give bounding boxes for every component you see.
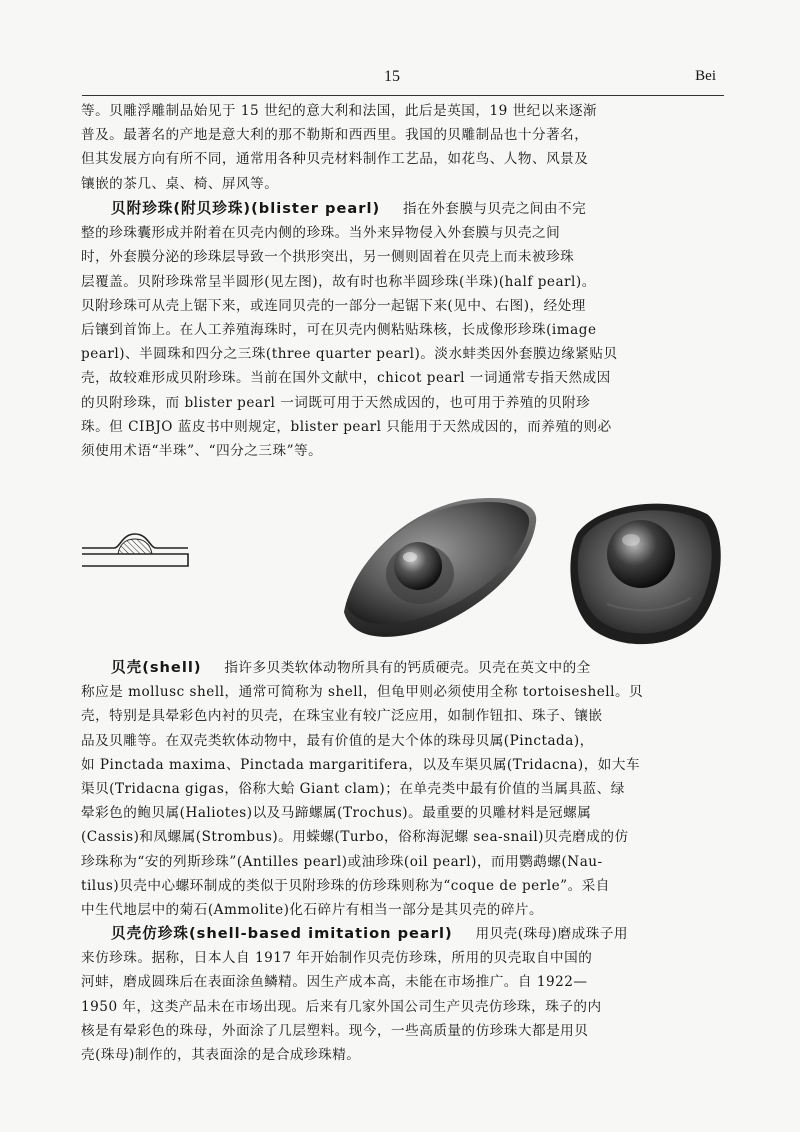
text-line: 贝附珍珠可从壳上锯下来，或连同贝壳的一部分一起锯下来(见中、右图)，经处理 [81, 297, 586, 314]
entry-first-line [81, 197, 725, 221]
paragraph-shell-carving-end [81, 99, 725, 196]
entry-shell [81, 656, 725, 922]
text-line: 晕彩色的鲍贝属(Haliotes)以及马蹄螺属(Trochus)。最重要的贝雕材料是冠螺属 [81, 805, 592, 822]
header-rule [82, 95, 724, 96]
text-line: 来仿珍珠。据称，日本人自 1917 年开始制作贝壳仿珍珠，所用的贝壳取自中国的 [81, 950, 593, 967]
text-line: 镶嵌的茶几、桌、椅、屏风等。 [81, 175, 279, 192]
blister-pearl-shell-photo-right [567, 494, 727, 652]
text-line: 但其发展方向有所不同，通常用各种贝壳材料制作工艺品，如花鸟、人物、风景及 [81, 151, 589, 168]
text-line: 的贝附珍珠，而 blister pearl 一词既可用于天然成因的，也可用于养殖的贝附珍 [81, 394, 591, 411]
text-line: 核是有晕彩色的珠母，外面涂了几层塑料。现今，一些高质量的仿珍珠大都是用贝 [81, 1022, 589, 1039]
text-line: 壳(珠母)制作的，其表面涂的是合成珍珠精。 [81, 1046, 361, 1063]
text-line: 品及贝雕等。在双壳类软体动物中，最有价值的是大个体的珠母贝属(Pinctada)， [81, 732, 594, 749]
entry-blister-pearl [81, 197, 725, 463]
text-line: 等。贝雕浮雕制品始见于 15 世纪的意大利和法国，此后是英国，19 世纪以来逐渐 [81, 103, 598, 119]
text-line: 中生代地层中的菊石(Ammolite)化石碎片有相当一部分是其贝壳的碎片。 [81, 901, 544, 918]
text-line: 普及。最著名的产地是意大利的那不勒斯和西西里。我国的贝雕制品也十分著名， [81, 127, 589, 144]
text-line: 壳，故较难形成贝附珍珠。当前在国外文献中，chicot pearl 一词通常专指天然成因 [81, 370, 611, 387]
blister-pearl-shell-photo-center [334, 492, 544, 652]
entry-definition-start: 用贝壳(珠母)磨成珠子用 [475, 926, 629, 942]
entry-first-line [81, 656, 725, 680]
page-number: 15 [384, 68, 400, 85]
text-line: 1950 年，这类产品未在市场出现。后来有几家外国公司生产贝壳仿珍珠，珠子的内 [81, 998, 602, 1015]
text-line: 时，外套膜分泌的珍珠层导致一个拱形突出，另一侧则固着在贝壳上而未被珍珠 [81, 249, 575, 266]
entry-term: 贝壳(shell) [111, 659, 202, 676]
text-line: tilus)贝壳中心螺环制成的类似于贝附珍珠的仿珍珠则称为“coque de perle”。采自 [81, 877, 610, 894]
entry-first-line [81, 922, 725, 946]
text-line: 整的珍珠囊形成并附着在贝壳内侧的珍珠。当外来异物侵入外套膜与贝壳之间 [81, 225, 561, 242]
entry-term: 贝壳仿珍珠(shell-based imitation pearl) [111, 925, 453, 942]
text-line: 珠。但 CIBJO 蓝皮书中则规定，blister pearl 只能用于天然成因的，而养殖的则必 [81, 418, 612, 435]
text-line: 如 Pinctada maxima、Pinctada margaritifera，以及车渠贝属(Tridacna)，如大车 [81, 756, 641, 773]
entry-definition-start: 指许多贝类软体动物所具有的钙质硬壳。贝壳在英文中的全 [224, 660, 591, 676]
text-line: 河蚌，磨成圆珠后在表面涂鱼鳞精。因生产成本高，未能在市场推广。自 1922— [81, 974, 588, 991]
entry-definition-start: 指在外套膜与贝壳之间由不完 [402, 201, 587, 217]
text-line: 层覆盖。贝附珍珠常呈半圆形(见左图)，故有时也称半圆珍珠(半珠)(half pearl)。 [81, 273, 596, 290]
entry-term: 贝附珍珠(附贝珍珠)(blister pearl) [111, 200, 381, 217]
text-line: 壳，特别是具晕彩色内衬的贝壳，在珠宝业有较广泛应用，如制作钮扣、珠子、镶嵌 [81, 708, 603, 725]
text-line: (Cassis)和凤螺属(Strombus)。用蝾螺(Turbo，俗称海泥螺 sea-snail)贝壳磨成的仿 [81, 829, 629, 846]
text-line: pearl)、半圆珠和四分之三珠(three quarter pearl)。淡水蚌类因外套膜边缘紧贴贝 [81, 346, 618, 363]
text-line: 渠贝(Tridacna gigas，俗称大蛤 Giant clam)；在单壳类中最有价值的当属具蓝、绿 [81, 780, 625, 797]
text-line: 须使用术语“半珠”、“四分之三珠”等。 [81, 442, 323, 459]
running-head: Bei [695, 68, 716, 84]
figure-blister-pearls [80, 472, 740, 652]
text-line: 后镶到首饰上。在人工养殖海珠时，可在贝壳内侧粘贴珠核，长成像形珍珠(image [81, 321, 597, 338]
blister-pearl-cross-section-icon [80, 528, 190, 582]
entry-shell-imitation-pearl [81, 922, 725, 1067]
text-line: 称应是 mollusc shell，通常可简称为 shell，但龟甲则必须使用全称 tortoiseshell。贝 [81, 684, 644, 701]
text-line: 珍珠称为“安的列斯珍珠”(Antilles pearl)或油珍珠(oil pearl)，而用鹦鹉螺(Nau- [81, 853, 603, 870]
